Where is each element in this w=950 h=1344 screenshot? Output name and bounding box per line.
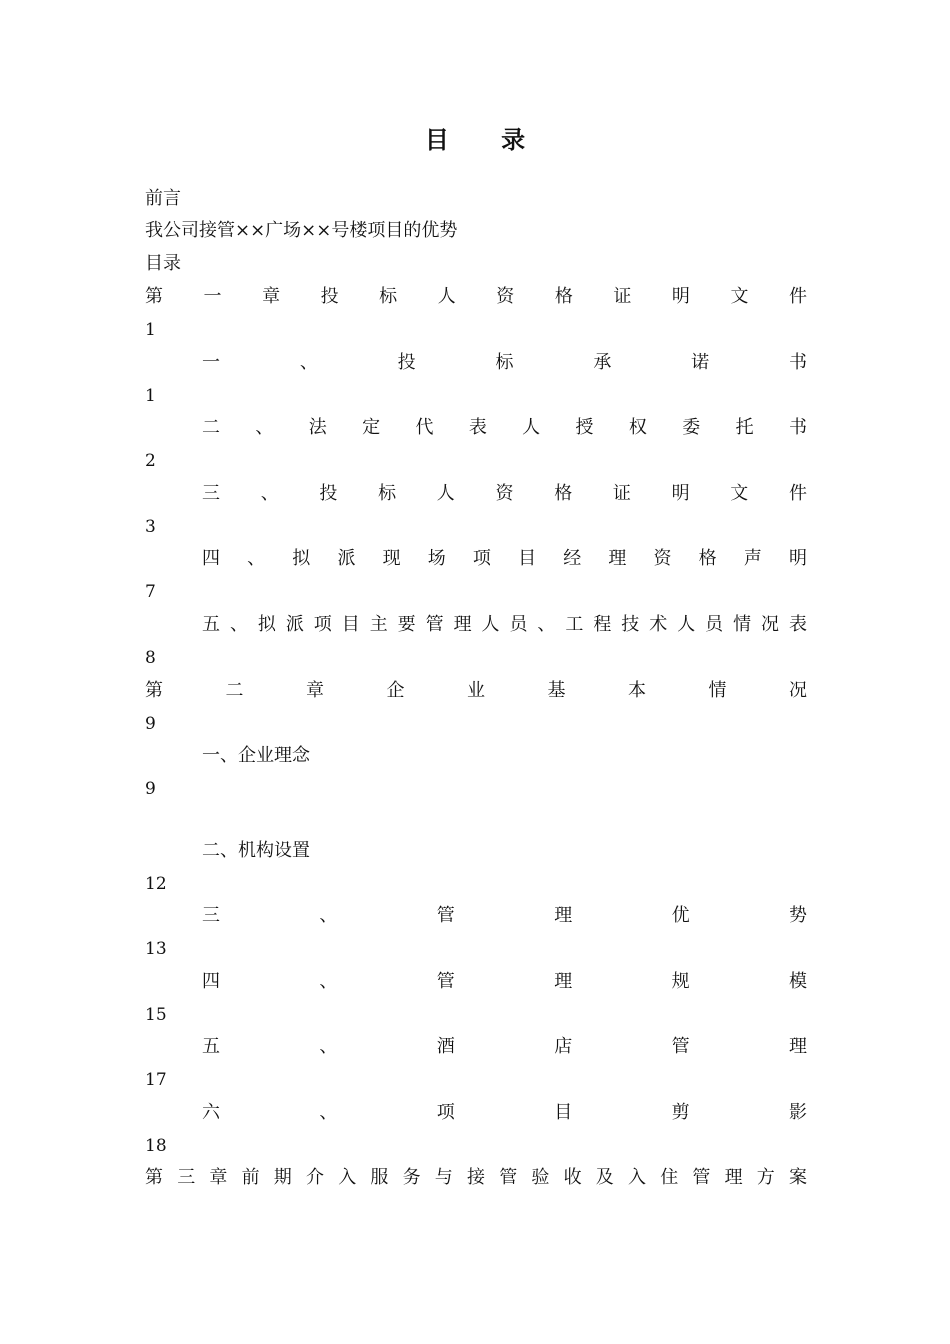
toc-section-1-2: 二 、 法 定 代 表 人 授 权 委 托 书: [202, 417, 807, 438]
toc-page-number: 8: [145, 648, 156, 668]
toc-page-number: 17: [145, 1070, 167, 1090]
toc-page-number: 1: [145, 320, 156, 340]
toc-chapter-2: 第 二 章 企 业 基 本 情 况: [145, 680, 807, 701]
toc-section-2-4: 四 、 管 理 规 模: [202, 971, 807, 992]
toc-page-number: 3: [145, 517, 156, 537]
toc-section-1-5: 五 、 拟 派 项 目 主 要 管 理 人 员 、 工 程 技 术 人 员 情 况 表: [202, 614, 807, 635]
toc-section-2-6: 六 、 项 目 剪 影: [202, 1102, 807, 1123]
toc-section-1-1: 一 、 投 标 承 诺 书: [202, 352, 807, 373]
toc-section-1-4: 四 、 拟 派 现 场 项 目 经 理 资 格 声 明: [202, 548, 807, 569]
toc-intro-advantage: 我公司接管××广场××号楼项目的优势: [145, 220, 458, 241]
toc-page-number: 9: [145, 779, 156, 799]
toc-section-2-2: 二、机构设置: [202, 840, 310, 861]
toc-title: 目 录: [424, 125, 548, 154]
toc-page-number: 7: [145, 582, 156, 602]
toc-intro-preface: 前言: [145, 188, 181, 209]
toc-chapter-1: 第 一 章 投 标 人 资 格 证 明 文 件: [145, 286, 807, 307]
toc-section-2-1: 一、企业理念: [202, 745, 310, 766]
toc-page-number: 1: [145, 386, 156, 406]
toc-page-number: 13: [145, 939, 167, 959]
toc-page-number: 12: [145, 874, 167, 894]
toc-page-number: 15: [145, 1005, 167, 1025]
toc-page-number: 18: [145, 1136, 167, 1156]
toc-page-number: 9: [145, 714, 156, 734]
toc-page-number: 2: [145, 451, 156, 471]
toc-section-2-3: 三 、 管 理 优 势: [202, 905, 807, 926]
toc-chapter-3: 第 三 章 前 期 介 入 服 务 与 接 管 验 收 及 入 住 管 理 方 案: [145, 1167, 807, 1188]
toc-section-2-5: 五 、 酒 店 管 理: [202, 1036, 807, 1057]
toc-intro-contents: 目录: [145, 253, 181, 274]
toc-section-1-3: 三 、 投 标 人 资 格 证 明 文 件: [202, 483, 807, 504]
